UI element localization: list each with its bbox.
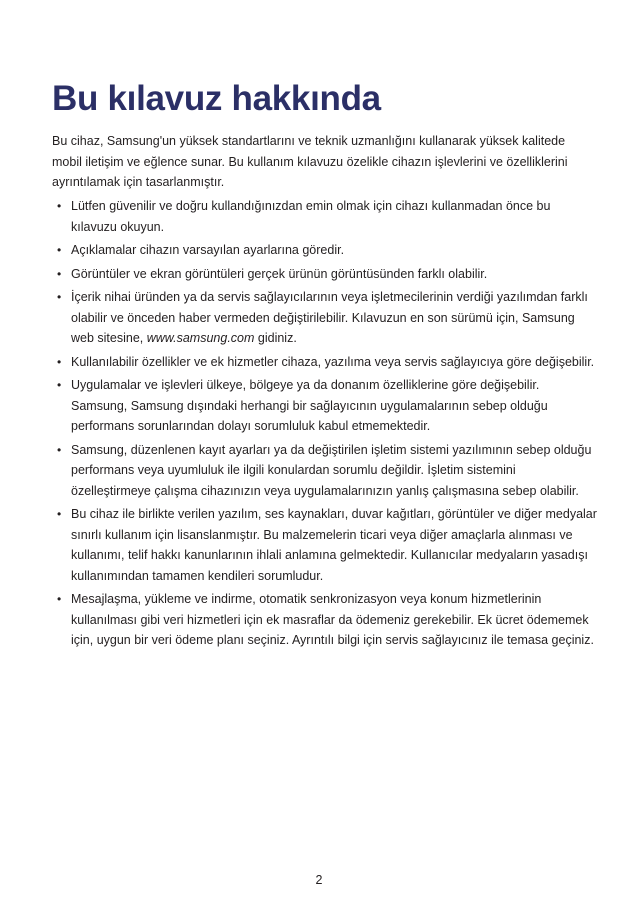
bullet-icon: • <box>57 354 62 369</box>
list-item <box>52 287 597 349</box>
bullet-icon: • <box>57 442 62 457</box>
bullet-icon: • <box>57 199 62 213</box>
bullet-icon: • <box>57 290 62 304</box>
list-item-text: Görüntüler ve ekran görüntüleri gerçek ürünün görüntüsünden farklı olabilir. <box>71 266 488 281</box>
list-item <box>52 375 597 437</box>
list-item <box>52 352 597 373</box>
list-item-text: Lütfen güvenilir ve doğru kullandığınızdan emin olmak için cihazı kullanmadan önce bu kılavuzu okuyun. <box>71 199 551 234</box>
intro-paragraph: Bu cihaz, Samsung'un yüksek standartlarını ve teknik uzmanlığını kullanarak yüksek kalitede mobil iletişim ve eğlence sunar. Bu kullanım kılavuzu özelikle cihazın işlevlerini ve özelliklerini ayrıntılamak için tasarlanmıştır. <box>52 134 568 189</box>
list-item <box>52 440 597 502</box>
list-item-text-part: gidiniz. <box>254 331 297 345</box>
list-item-text: Uygulamalar ve işlevleri ülkeye, bölgeye ya da donanım özelliklerine göre değişebilir. Samsung, Samsung dışındaki herhangi bir sağlayıcının uygulamalarının sebep olduğu performans sorunlarından dolayı sorumluluk kabul etmemektedir. <box>71 378 548 433</box>
bullet-icon: • <box>57 592 62 606</box>
bullet-icon: • <box>57 243 62 257</box>
page-title: Bu kılavuz hakkında <box>52 79 381 118</box>
samsung-website-link[interactable]: www.samsung.com <box>146 331 255 345</box>
list-item-text: Bu cihaz ile birlikte verilen yazılım, ses kaynakları, duvar kağıtları, görüntüler ve diğer medyalar sınırlı kullanım için lisanslanmıştır. Bu malzemelerin ticari veya diğer amaçlarla alınması ve kullanımı, telif hakkı kanunlarının ihlali anlamına gelmektedir. Kullanıcılar medyaların yasadışı kullanımından tamamen kendileri sorumludur. <box>71 507 597 583</box>
list-item-text: Mesajlaşma, yükleme ve indirme, otomatik senkronizasyon veya konum hizmetlerinin kullanılması gibi veri hizmetleri için ek masraflar da ödemeniz gerekebilir. Ek ücret ödememek için, uygun bir veri ödeme planı seçiniz. Ayrıntılı bilgi için servis sağlayıcınız ile temasa geçiniz. <box>71 592 594 647</box>
list-item <box>52 504 597 586</box>
list-item <box>52 264 597 285</box>
list-item-text: Samsung, düzenlenen kayıt ayarları ya da değiştirilen işletim sistemi yazılımının sebep olduğu performans veya uyumluluk ile ilgili konulardan sorumlu değildir. İşletim sistemini özelleştirmeye çalışma cihazınızın veya uygulamalarınızın yanlış çalışmasına sebep olabilir. <box>71 442 592 498</box>
list-item <box>52 196 597 237</box>
list-item-text-part: İçerik nihai üründen ya da servis sağlayıcılarının veya işletmecilerinin verdiği yazılımdan farklı olabilir ve önceden haber vermeden değiştirilebilir. Kılavuzun en son sürümü için, Samsung web sitesine, <box>71 290 588 345</box>
page-number: 2 <box>315 873 323 887</box>
list-item <box>52 240 597 261</box>
bullet-icon: • <box>57 507 62 521</box>
list-item-text <box>71 290 588 345</box>
bullet-icon: • <box>57 378 62 392</box>
bullet-list <box>52 196 597 654</box>
list-item <box>52 589 597 651</box>
bullet-icon: • <box>57 266 62 281</box>
list-item-text: Açıklamalar cihazın varsayılan ayarlarına göredir. <box>71 243 345 257</box>
list-item-text: Kullanılabilir özellikler ve ek hizmetler cihaza, yazılıma veya servis sağlayıcıya göre değişebilir. <box>71 354 595 369</box>
